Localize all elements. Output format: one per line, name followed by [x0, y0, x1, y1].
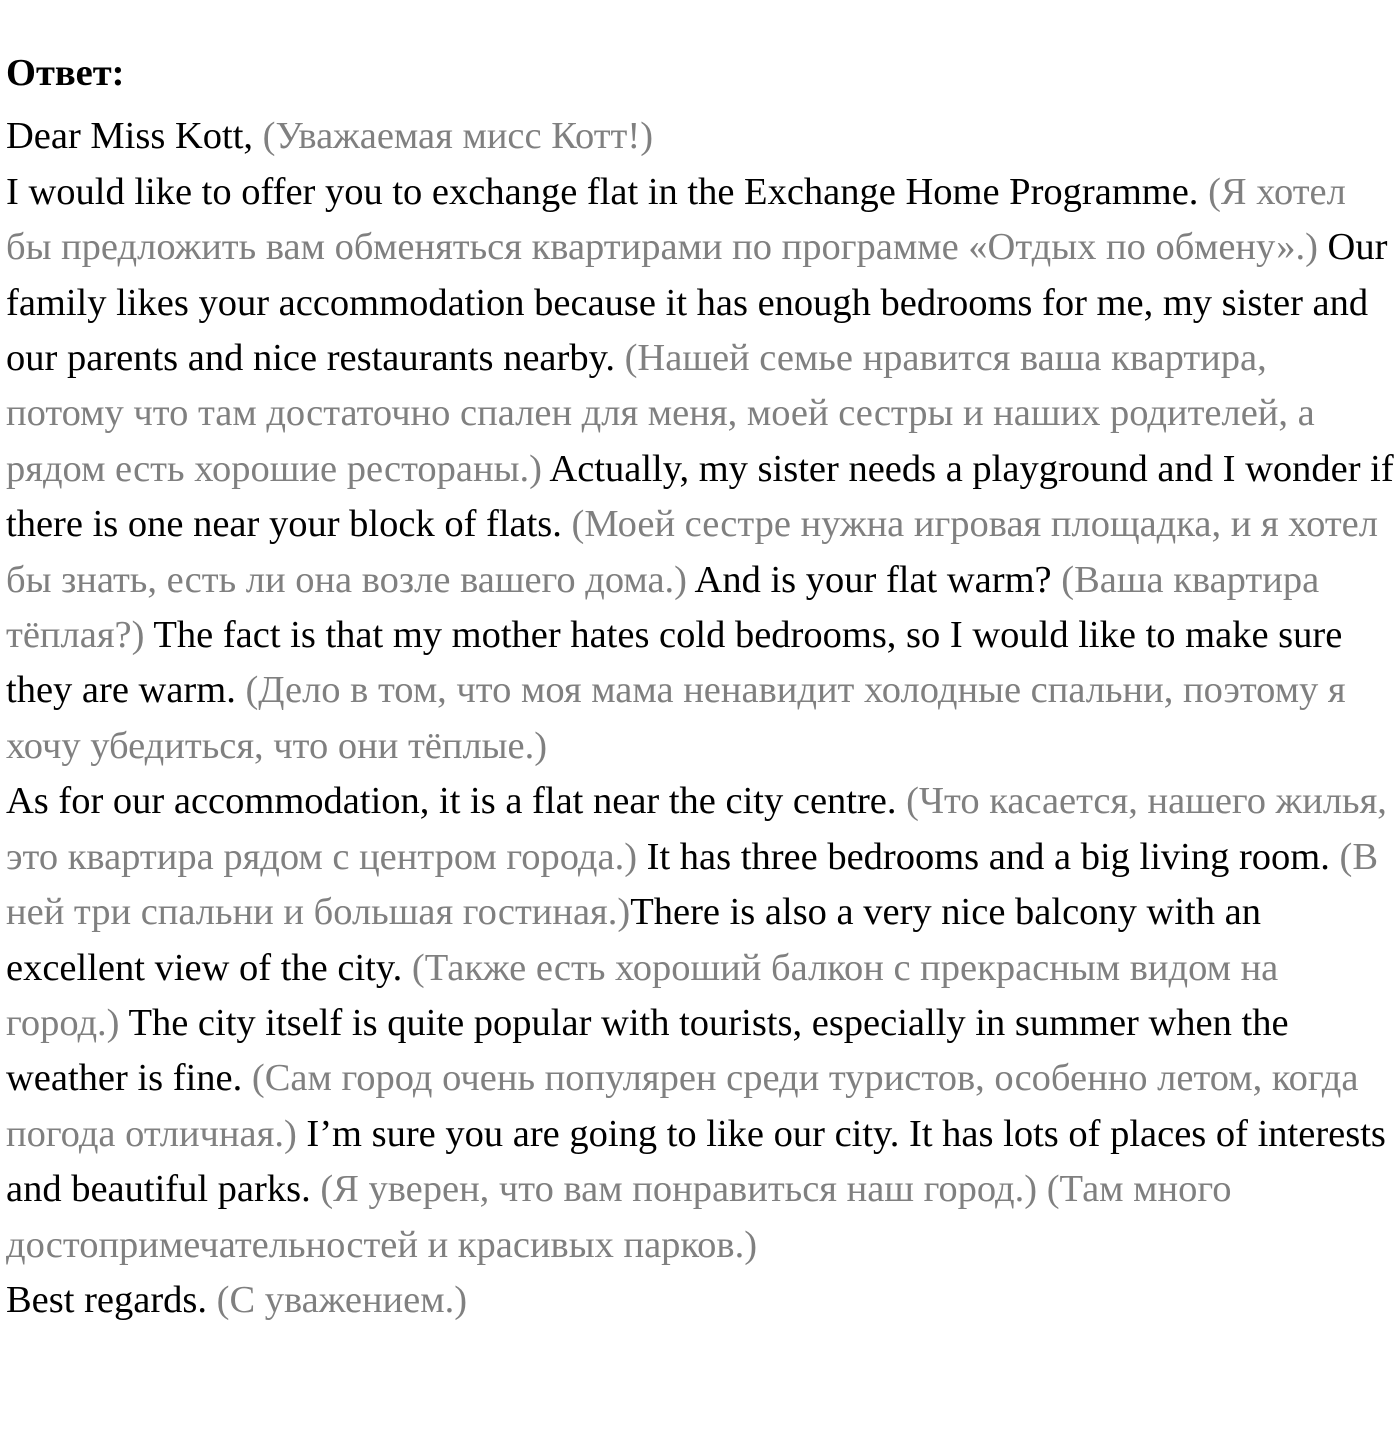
english-sentence: The fact is that my mother hates cold bedrooms, so I would like to make sure they are warm. — [6, 614, 1343, 712]
answer-heading: Ответ: — [6, 52, 125, 94]
english-sentence: The city itself is quite popular with tourists, especially in summer when the weather is fine. — [6, 1001, 1289, 1100]
russian-translation: (Моей сестре нужна игровая площадка, и я хотел бы знать, есть ли она возле вашего дома.) — [6, 503, 1378, 601]
english-sentence: And is your flat warm? — [687, 558, 1062, 601]
russian-translation: (Также есть хороший балкон с прекрасным видом на город.) — [6, 946, 1279, 1044]
russian-translation: (Что касается, нашего жилья, это квартира рядом с центром города.) — [6, 780, 1387, 878]
letter-paragraph — [6, 165, 1394, 774]
english-sentence: I would like to offer you to exchange flat in the Exchange Home Programme. — [6, 170, 1209, 213]
heading-spacer — [6, 101, 1394, 109]
russian-translation: (В ней три спальни и большая гостиная.) — [6, 835, 1379, 934]
russian-translation: (С уважением.) — [216, 1278, 468, 1321]
english-sentence: Dear Miss Kott, — [6, 115, 263, 158]
answer-document — [6, 46, 1394, 1328]
english-sentence: It has three bedrooms and a big living room. — [637, 835, 1340, 878]
english-sentence: I’m sure you are going to like our city. It has lots of places of interests and beautiful parks. — [6, 1112, 1386, 1211]
letter-paragraph — [6, 109, 1394, 164]
russian-translation: (Я уверен, что вам понравиться наш город.) (Там много достопримечательностей и красивых парков.) — [6, 1168, 1232, 1266]
russian-translation: (Я хотел бы предложить вам обменяться квартирами по программе «Отдых по обмену».) — [6, 170, 1346, 269]
english-sentence: Our family likes your accommodation because it has enough bedrooms for me, my sister and our parents and nice restaurants nearby. — [6, 226, 1388, 380]
english-sentence: Actually, my sister needs a playground and I wonder if there is one near your block of flats. — [6, 447, 1394, 546]
english-sentence: As for our accommodation, it is a flat near the city centre. — [6, 780, 907, 823]
letter-body — [6, 109, 1394, 1328]
russian-translation: (Сам город очень популярен среди туристов, особенно летом, когда погода отличная.) — [6, 1057, 1359, 1155]
letter-paragraph — [6, 774, 1394, 1273]
letter-paragraph — [6, 1273, 1394, 1328]
russian-translation: (Дело в том, что моя мама ненавидит холодные спальни, поэтому я хочу убедиться, что они тёплые.) — [6, 669, 1346, 767]
english-sentence: Best regards. — [6, 1278, 217, 1321]
russian-translation: (Уважаемая мисс Котт!) — [262, 115, 654, 158]
russian-translation: (Ваша квартира тёплая?) — [6, 558, 1320, 657]
russian-translation: (Нашей семье нравится ваша квартира, потому что там достаточно спален для меня, моей сестры и наших родителей, а рядом есть хорошие рестораны.) — [6, 337, 1315, 490]
english-sentence: There is also a very nice balcony with an excellent view of the city. — [6, 891, 1261, 989]
